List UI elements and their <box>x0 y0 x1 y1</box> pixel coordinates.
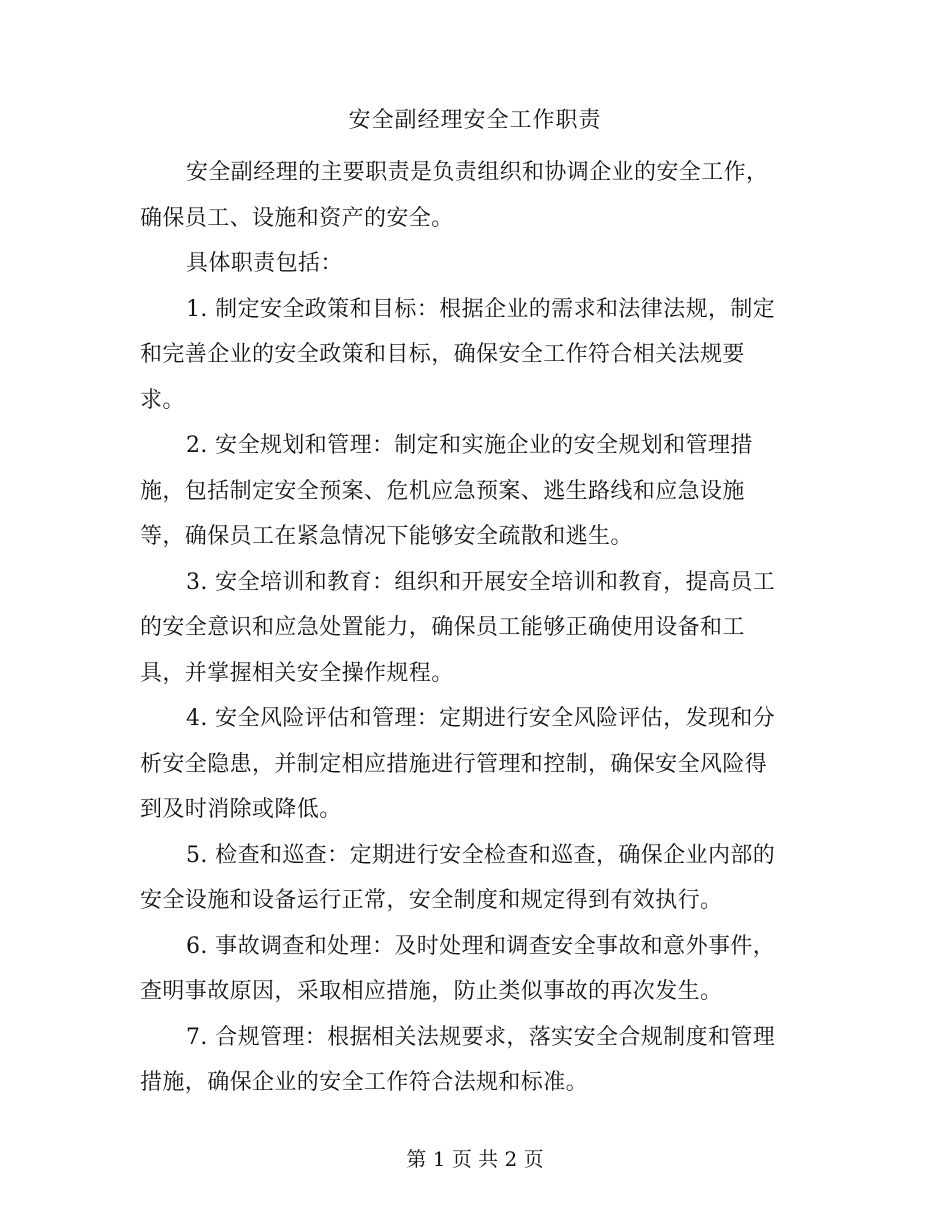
paragraph-duty-5 <box>140 833 812 924</box>
paragraph-line: 求。 <box>140 387 185 413</box>
document-title: 安全副经理安全工作职责 <box>348 108 602 133</box>
paragraph-line: 和完善企业的安全政策和目标，确保安全工作符合相关法规要 <box>140 342 745 367</box>
paragraph-duty-2 <box>140 423 812 560</box>
paragraph-intro <box>140 150 812 241</box>
paragraph-line: 7. 合规管理：根据相关法规要求，落实安全合规制度和管理 <box>186 1024 776 1050</box>
paragraph-line: 到及时消除或降低。 <box>140 797 342 822</box>
paragraph-line: 施，包括制定安全预案、危机应急预案、逃生路线和应急设施 <box>140 478 745 504</box>
paragraph-line: 2. 安全规划和管理：制定和实施企业的安全规划和管理措 <box>186 433 753 458</box>
paragraph-line: 6. 事故调查和处理：及时处理和调查安全事故和意外事件， <box>186 933 776 959</box>
paragraph-line: 安全副经理的主要职责是负责组织和协调企业的安全工作， <box>186 160 769 185</box>
paragraph-line: 查明事故原因，采取相应措施，防止类似事故的再次发生。 <box>140 979 723 1004</box>
paragraph-line: 等，确保员工在紧急情况下能够安全疏散和逃生。 <box>140 524 633 549</box>
paragraph-line: 确保员工、设施和资产的安全。 <box>140 205 454 231</box>
paragraph-line: 措施，确保企业的安全工作符合法规和标准。 <box>140 1070 589 1095</box>
paragraph-duties-heading <box>140 241 812 287</box>
paragraph-line: 4. 安全风险评估和管理：定期进行安全风险评估，发现和分 <box>186 706 776 731</box>
paragraph-line: 具体职责包括： <box>186 251 343 276</box>
paragraph-line: 具，并掌握相关安全操作规程。 <box>140 660 454 686</box>
paragraph-duty-7 <box>140 1015 812 1106</box>
document-body <box>140 150 812 1106</box>
paragraph-line: 1. 制定安全政策和目标：根据企业的需求和法律法规，制定 <box>186 296 776 322</box>
paragraph-duty-4 <box>140 696 812 833</box>
paragraph-duty-1 <box>140 287 812 424</box>
paragraph-line: 3. 安全培训和教育：组织和开展安全培训和教育，提高员工 <box>186 569 776 595</box>
paragraph-line: 安全设施和设备运行正常，安全制度和规定得到有效执行。 <box>140 888 723 913</box>
paragraph-duty-3 <box>140 560 812 697</box>
paragraph-line: 的安全意识和应急处置能力，确保员工能够正确使用设备和工 <box>140 615 745 640</box>
paragraph-line: 5. 检查和巡查：定期进行安全检查和巡查，确保企业内部的 <box>186 842 776 868</box>
page-number-footer: 第 1 页 共 2 页 <box>406 1147 544 1171</box>
paragraph-line: 析安全隐患，并制定相应措施进行管理和控制，确保安全风险得 <box>140 751 768 777</box>
paragraph-duty-6 <box>140 924 812 1015</box>
